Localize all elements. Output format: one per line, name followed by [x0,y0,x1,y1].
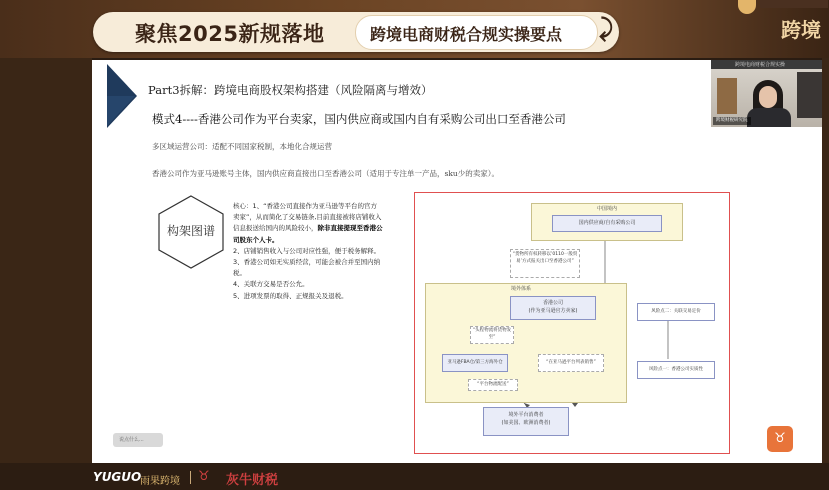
hexagon-badge [156,194,226,270]
china-region-box [531,203,683,241]
core-point-4: 4、关联方交易是否公允。 [233,280,309,289]
core-point-3: 3、香港公司如无实质经营，可能会被合并至国内纳税。 [233,258,381,278]
hk-company-node: 香港公司 (作为亚马逊官方卖家) [510,296,596,320]
supplier-node: 国内供应商/自有采购公司 [552,215,662,232]
slide-line-1: 多区域运营公司：适配不同国家税制，本地化合规运营 [152,142,332,151]
corner-decoration [760,0,828,8]
bull-icon: ♉ [198,469,210,484]
bull-logo-icon: ♉ [774,431,786,446]
huiniu-logo: 灰牛财税 [226,473,279,488]
core-point-1-bold: 除非直接提现至香港公司股东个人卡。 [233,224,383,244]
risk-point-1: 风险点一：香港公司实质性 [637,361,715,379]
webcam-top-text: 跨境电商财税合规实操 [735,62,786,68]
overseas-region-box [425,283,627,403]
yuguo-logo-cn: 雨果跨境 [140,476,180,487]
webcam-shelf [717,78,737,114]
presenter-name-tag: 跨境财税研究院 [713,117,751,125]
banner-pill [355,15,598,50]
webcam-overlay[interactable] [711,60,822,127]
app-logo-button[interactable] [767,426,793,452]
delivery-label: “平台物流配送” [468,379,518,391]
webcam-dark-panel [797,72,822,118]
core-point-2: 2、店铺销售收入与公司对应性强，便于税务解释。 [233,246,381,255]
consumer-node: 境外平台消费者 (如美国、欧洲消费者) [483,407,569,436]
core-points [233,201,383,302]
structure-diagram [414,192,730,454]
banner-title: 聚焦2025新规落地 [135,22,325,46]
chat-input[interactable]: 说点什么... [113,433,163,447]
overseas-region-title: 境外体系 [511,286,532,292]
slide-line-2: 香港公司作为亚马逊账号主体，国内供应商直接出口至香港公司（适用于专注单一产品，sku少的卖家）。 [152,169,499,178]
banner-pill-text: 跨境电商财税合规实操要点 [370,25,563,44]
amazon-listing-label: “在亚马逊平台列表销售” [538,354,604,372]
slide-triangle-shade [107,96,135,126]
core-point-5: 5、进项发票的取得、正规报关及退税。 [233,291,348,300]
right-background [822,58,829,468]
slide-subheading: 模式4----香港公司作为平台卖家，国内供应商或国内自有采购公司出口至香港公司 [152,112,566,126]
risk-point-2: 风险点二：关联交易定价 [637,303,715,321]
hook-icon: ⤸ [599,14,614,42]
presenter-face [759,86,777,108]
slide-header: Part3拆解：跨境电商股权架构搭建（风险隔离与增效） [148,83,433,97]
logistics-label: “头程物流将货物发至” [470,326,514,344]
title-banner [93,12,619,52]
china-region-title: 中国境内 [596,206,617,212]
left-background [0,58,92,468]
presenter-body [747,108,791,127]
ownership-transfer-label: “货物所有权转移以’0110一般贸易’方式报关出口至香港公司” [510,249,580,278]
hexagon-label: 构架图谱 [166,224,215,238]
corner-brand-text: 跨境 [781,18,821,42]
core-point-1: 核心：1、“香港公司直接作为亚马逊等平台的官方卖家”，从而简化了交易链条,目前直接被将店铺收入信息报送给国内的风险较小， [233,202,382,233]
logo-separator [190,471,191,484]
yuguo-logo: YUGUO [93,470,142,484]
webcam-top-bar [711,60,822,69]
fba-warehouse-node: 亚马逊FBA仓/第三方海外仓 [442,354,508,372]
